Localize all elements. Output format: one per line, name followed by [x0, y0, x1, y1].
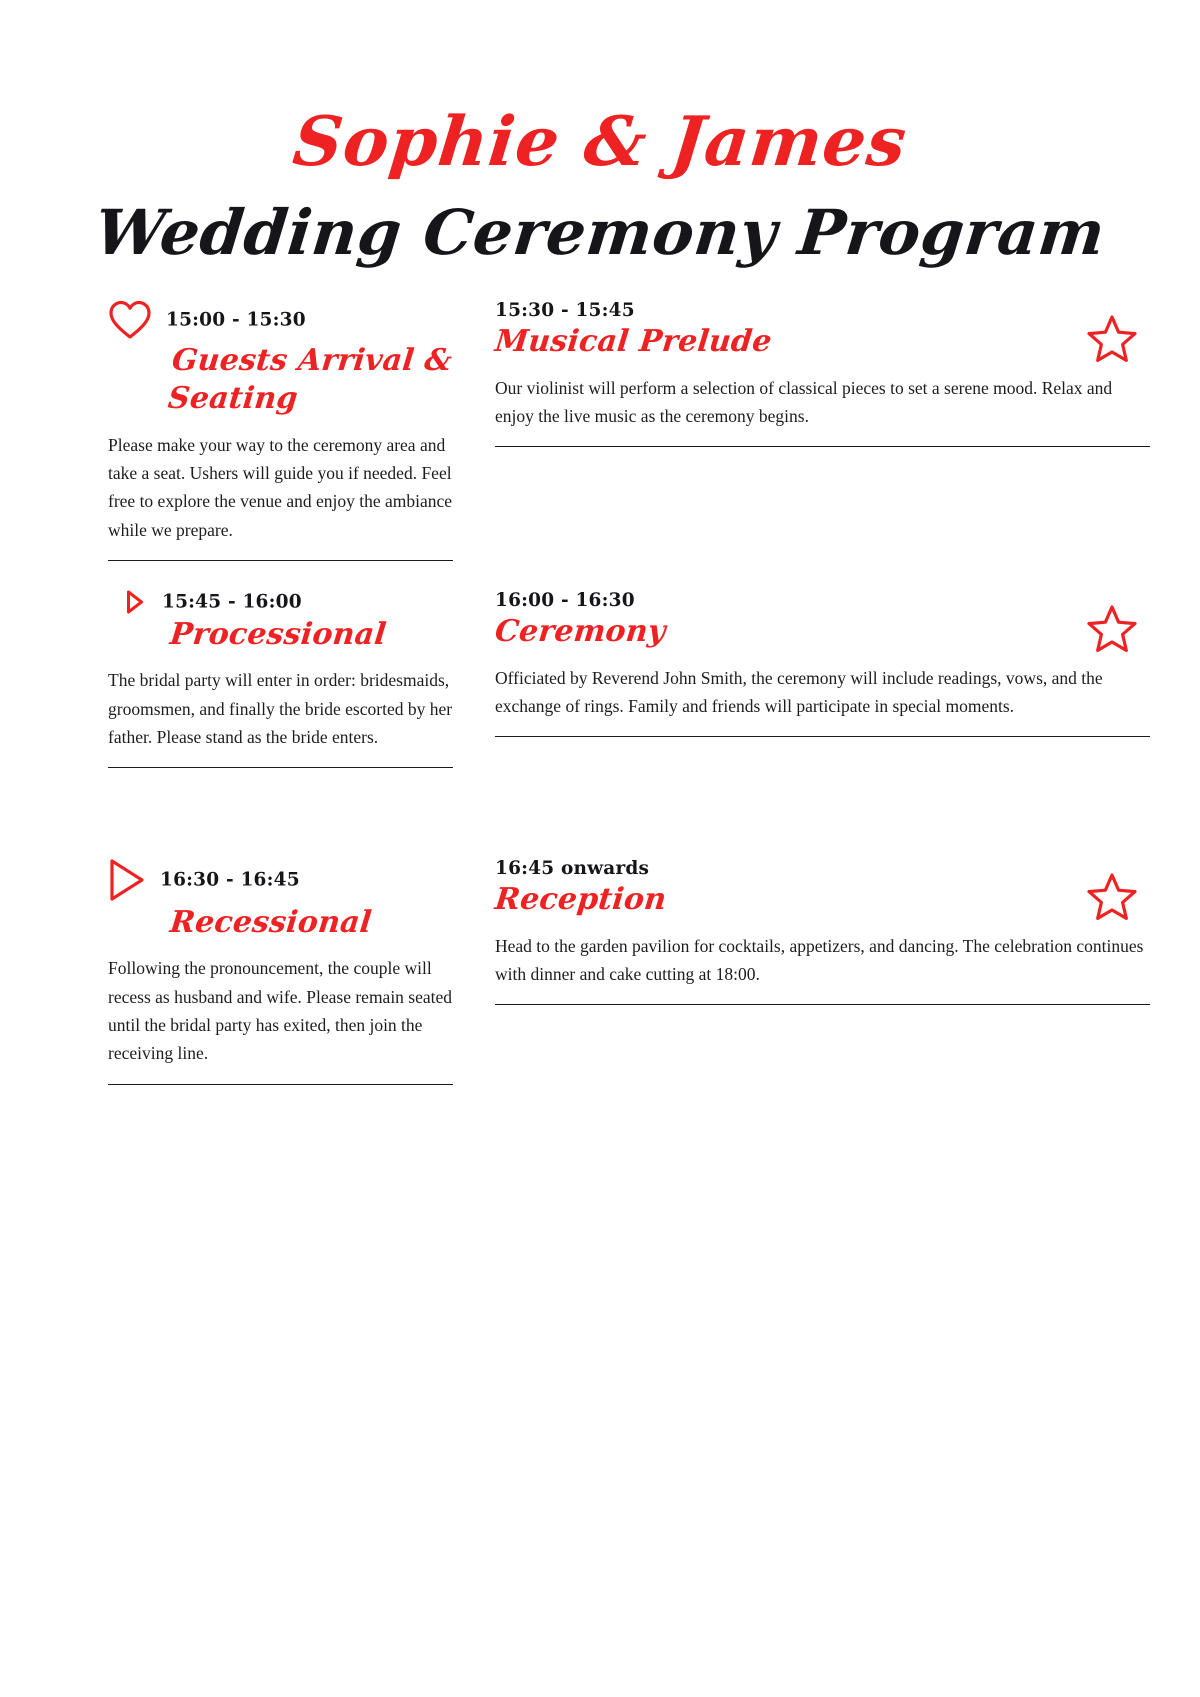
star-icon — [1086, 604, 1138, 659]
schedule-time: 15:45 - 16:00 — [162, 591, 302, 613]
schedule-time: 16:45 onwards — [495, 858, 650, 879]
schedule-item — [108, 300, 453, 590]
play-triangle-icon-small — [126, 590, 144, 614]
schedule-grid — [0, 300, 1200, 1088]
page-header — [0, 0, 1200, 269]
couple-names: Sophie & James — [289, 102, 911, 182]
item-divider — [108, 1084, 453, 1085]
schedule-item — [108, 858, 453, 1088]
schedule-time: 16:30 - 16:45 — [160, 869, 300, 891]
schedule-description: Head to the garden pavilion for cocktails, appetizers, and dancing. The celebration continues with dinner and cake cutting at 18:00. — [495, 935, 1144, 984]
star-icon — [1086, 314, 1138, 369]
item-divider — [108, 767, 453, 768]
schedule-title: Recessional — [168, 905, 374, 940]
item-divider — [495, 1004, 1150, 1005]
schedule-item — [108, 590, 453, 858]
schedule-title: Processional — [168, 617, 388, 652]
play-triangle-icon-large — [108, 858, 146, 902]
star-icon — [1086, 872, 1138, 927]
item-divider — [108, 560, 453, 561]
schedule-title: Guests Arrival & Seating — [166, 343, 454, 417]
schedule-time: 15:00 - 15:30 — [166, 309, 306, 331]
schedule-description: Our violinist will perform a selection of classical pieces to set a serene mood. Relax and enjoy the live music as the ceremony begins. — [495, 377, 1113, 426]
schedule-description: Please make your way to the ceremony area and take a seat. Ushers will guide you if needed. Feel free to explore the venue and enjoy the ambiance while we prepare. — [108, 434, 453, 540]
schedule-description: Following the pronouncement, the couple will recess as husband and wife. Please remain seated until the bridal party has exited, then join the receiving line. — [108, 958, 453, 1064]
schedule-description: Officiated by Reverend John Smith, the ceremony will include readings, vows, and the exchange of rings. Family and friends will participate in special moments. — [495, 667, 1103, 716]
schedule-item — [495, 590, 1150, 858]
schedule-item — [495, 300, 1150, 590]
schedule-time: 15:30 - 15:45 — [495, 300, 635, 321]
schedule-description: The bridal party will enter in order: bridesmaids, groomsmen, and finally the bride escorted by her father. Please stand as the bride enters. — [108, 670, 453, 748]
item-divider — [495, 736, 1150, 737]
heart-icon — [108, 300, 152, 340]
schedule-item — [495, 858, 1150, 1088]
page-title: Wedding Ceremony Program — [91, 196, 1109, 269]
schedule-title: Ceremony — [493, 614, 668, 650]
schedule-title: Reception — [493, 882, 669, 918]
schedule-title: Musical Prelude — [493, 324, 774, 360]
schedule-time: 16:00 - 16:30 — [495, 590, 635, 611]
item-divider — [495, 446, 1150, 447]
